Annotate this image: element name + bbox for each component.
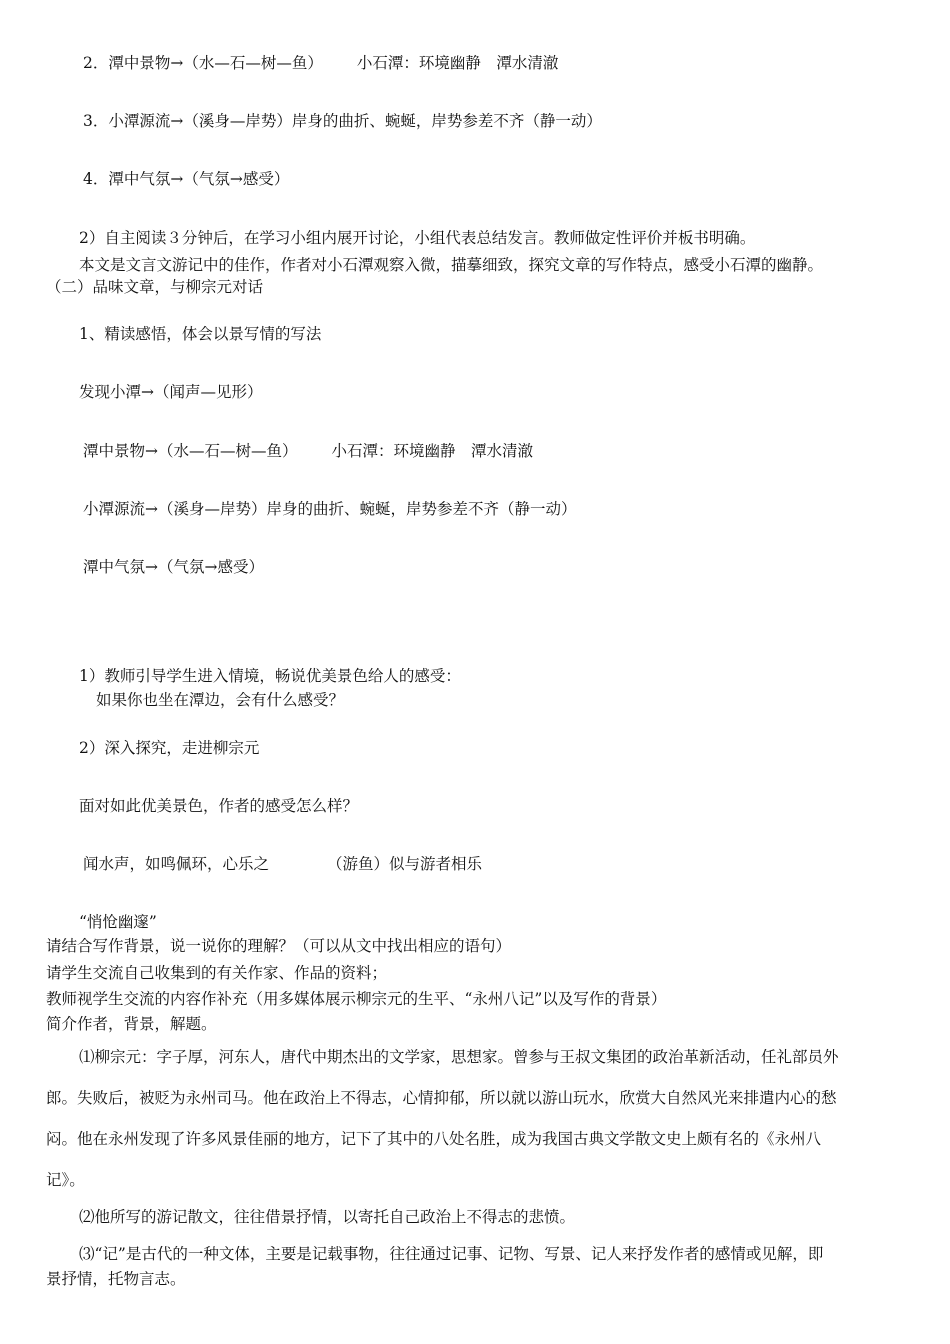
bio-paragraph-1-line-1: ⑴柳宗元：字子厚，河东人，唐代中期杰出的文学家，思想家。曾参与王叔文集团的政治革新活动，任礼部员外 <box>79 1048 839 1066</box>
bio-paragraph-3-line-1: ⑶“记”是古代的一种文体，主要是记载事物，往往通过记事、记物、写景、记人来抒发作者的感情或见解，即 <box>79 1245 824 1263</box>
bio-paragraph-2: ⑵他所写的游记散文，往往借景抒情，以寄托自己政治上不得志的悲愤。 <box>79 1208 576 1226</box>
paragraph-step2: 2）自主阅读３分钟后，在学习小组内展开讨论，小组代表总结发言。教师做定性评价并板书明确。 <box>79 229 756 247</box>
list-item-find: 发现小潭→（闻声—见形） <box>79 383 263 401</box>
prompt-line-2: 请学生交流自己收集到的有关作家、作品的资料； <box>46 964 388 982</box>
quote-fish: （游鱼）似与游者相乐 <box>327 855 483 873</box>
paragraph-guide1-question: 如果你也坐在潭边，会有什么感受？ <box>96 691 345 709</box>
scene-note: 小石潭：环境幽静 潭水清澈 <box>356 54 559 72</box>
prompt-line-3: 教师视学生交流的内容作补充（用多媒体展示柳宗元的生平、“永州八记”以及写作的背景） <box>46 990 667 1008</box>
list-item-mood-2: 潭中气氛→（气氛→感受） <box>83 558 264 576</box>
list-item-mood: 4．潭中气氛→（气氛→感受） <box>83 170 290 188</box>
scene-text: 2．潭中景物→（水—石—树—鱼） <box>83 54 323 72</box>
scene-text-2: 潭中景物→（水—石—树—鱼） <box>83 442 298 460</box>
quote-sad: “悄怆幽邃” <box>79 913 157 931</box>
quote-happy: 闻水声，如鸣佩环，心乐之 <box>83 855 270 873</box>
paragraph-question: 面对如此优美景色，作者的感受怎么样？ <box>79 797 359 815</box>
scene-note-2: 小石潭：环境幽静 潭水清澈 <box>331 442 534 460</box>
bio-paragraph-1-line-4: 记》。 <box>46 1171 85 1189</box>
list-item-source-2: 小潭源流→（溪身—岸势）岸身的曲折、蜿蜒，岸势参差不齐（静一动） <box>83 500 577 518</box>
list-item-source: 3．小潭源流→（溪身—岸势）岸身的曲折、蜿蜒，岸势参差不齐（静一动） <box>83 112 602 130</box>
paragraph-summary: 本文是文言文游记中的佳作，作者对小石潭观察入微，描摹细致，探究文章的写作特点，感受小石潭的幽静。 <box>79 256 824 274</box>
prompt-line-4: 简介作者，背景，解题。 <box>46 1015 217 1033</box>
list-item-scene <box>83 53 558 73</box>
prompt-line-1: 请结合写作背景，说一说你的理解？（可以从文中找出相应的语句） <box>46 937 512 955</box>
quote-line <box>83 854 482 874</box>
subheading-1: 1、精读感悟，体会以景写情的写法 <box>79 325 322 343</box>
paragraph-guide1: 1）教师引导学生进入情境，畅说优美景色给人的感受： <box>79 667 461 685</box>
bio-paragraph-1-line-2: 郎。失败后，被贬为永州司马。他在政治上不得志，心情抑郁，所以就以游山玩水，欣赏大自然风光来排遣内心的愁 <box>46 1089 837 1107</box>
list-item-scene-2 <box>83 441 533 461</box>
section-heading: （二）品味文章，与柳宗元对话 <box>46 278 264 296</box>
bio-paragraph-1-line-3: 闷。他在永州发现了许多风景佳丽的地方，记下了其中的八处名胜，成为我国古典文学散文史上颇有名的《永州八 <box>46 1130 822 1148</box>
paragraph-guide2: 2）深入探究，走进柳宗元 <box>79 739 260 757</box>
bio-paragraph-3-line-2: 景抒情，托物言志。 <box>46 1270 186 1288</box>
